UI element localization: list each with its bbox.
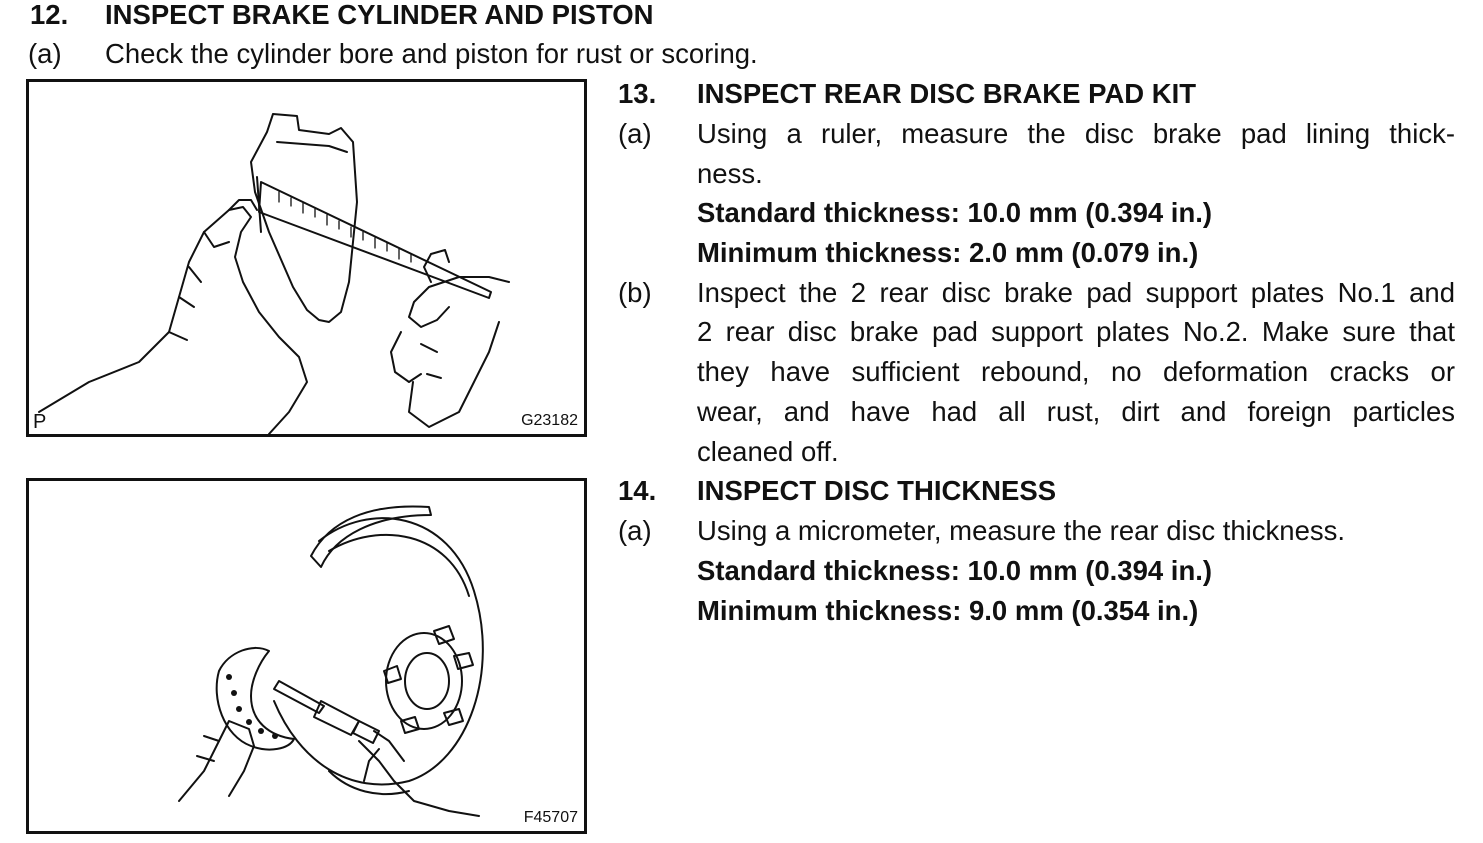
section-13a-line: Using a ruler, measure the disc brake pad lining thick- [697, 118, 1455, 149]
section-13a-line: ness. [697, 158, 763, 189]
section-14-title: INSPECT DISC THICKNESS [697, 475, 1057, 506]
figure-code: F45707 [523, 809, 578, 826]
section-13-title: INSPECT REAR DISC BRAKE PAD KIT [697, 78, 1197, 109]
section-13b-line: 2 rear disc brake pad support plates No.2. Make sure that [697, 316, 1455, 347]
section-14a-label: (a) [618, 515, 652, 546]
pad-ruler-illustration [29, 82, 584, 434]
spec-standard-thickness: Standard thickness: 10.0 mm (0.394 in.) [697, 555, 1213, 586]
section-14-number: 14. [618, 475, 657, 506]
section-13b-label: (b) [618, 277, 652, 308]
section-12-title: INSPECT BRAKE CYLINDER AND PISTON [105, 0, 654, 30]
figure-pad-measurement [26, 79, 587, 437]
figure-code: G23182 [521, 412, 578, 429]
section-12a-label: (a) [28, 38, 62, 69]
spec-standard-thickness: Standard thickness: 10.0 mm (0.394 in.) [697, 197, 1213, 228]
section-12-number: 12. [30, 0, 69, 30]
spec-minimum-thickness: Minimum thickness: 9.0 mm (0.354 in.) [697, 595, 1199, 626]
section-13b-line: Inspect the 2 rear disc brake pad support plates No.1 and [697, 277, 1455, 308]
section-13-number: 13. [618, 78, 657, 109]
section-13b-line: they have sufficient rebound, no deformation cracks or [697, 356, 1455, 387]
spec-minimum-thickness: Minimum thickness: 2.0 mm (0.079 in.) [697, 237, 1199, 268]
disc-micrometer-illustration [29, 481, 584, 831]
section-13b-line: wear, and have had all rust, dirt and foreign particles [697, 396, 1455, 427]
section-13b-line: cleaned off. [697, 436, 839, 467]
figure-disc-measurement [26, 478, 587, 834]
section-14a-text: Using a micrometer, measure the rear disc thickness. [697, 515, 1346, 546]
section-12a-text: Check the cylinder bore and piston for rust or scoring. [105, 38, 758, 69]
section-13a-label: (a) [618, 118, 652, 149]
figure-corner-mark: P [33, 411, 47, 433]
